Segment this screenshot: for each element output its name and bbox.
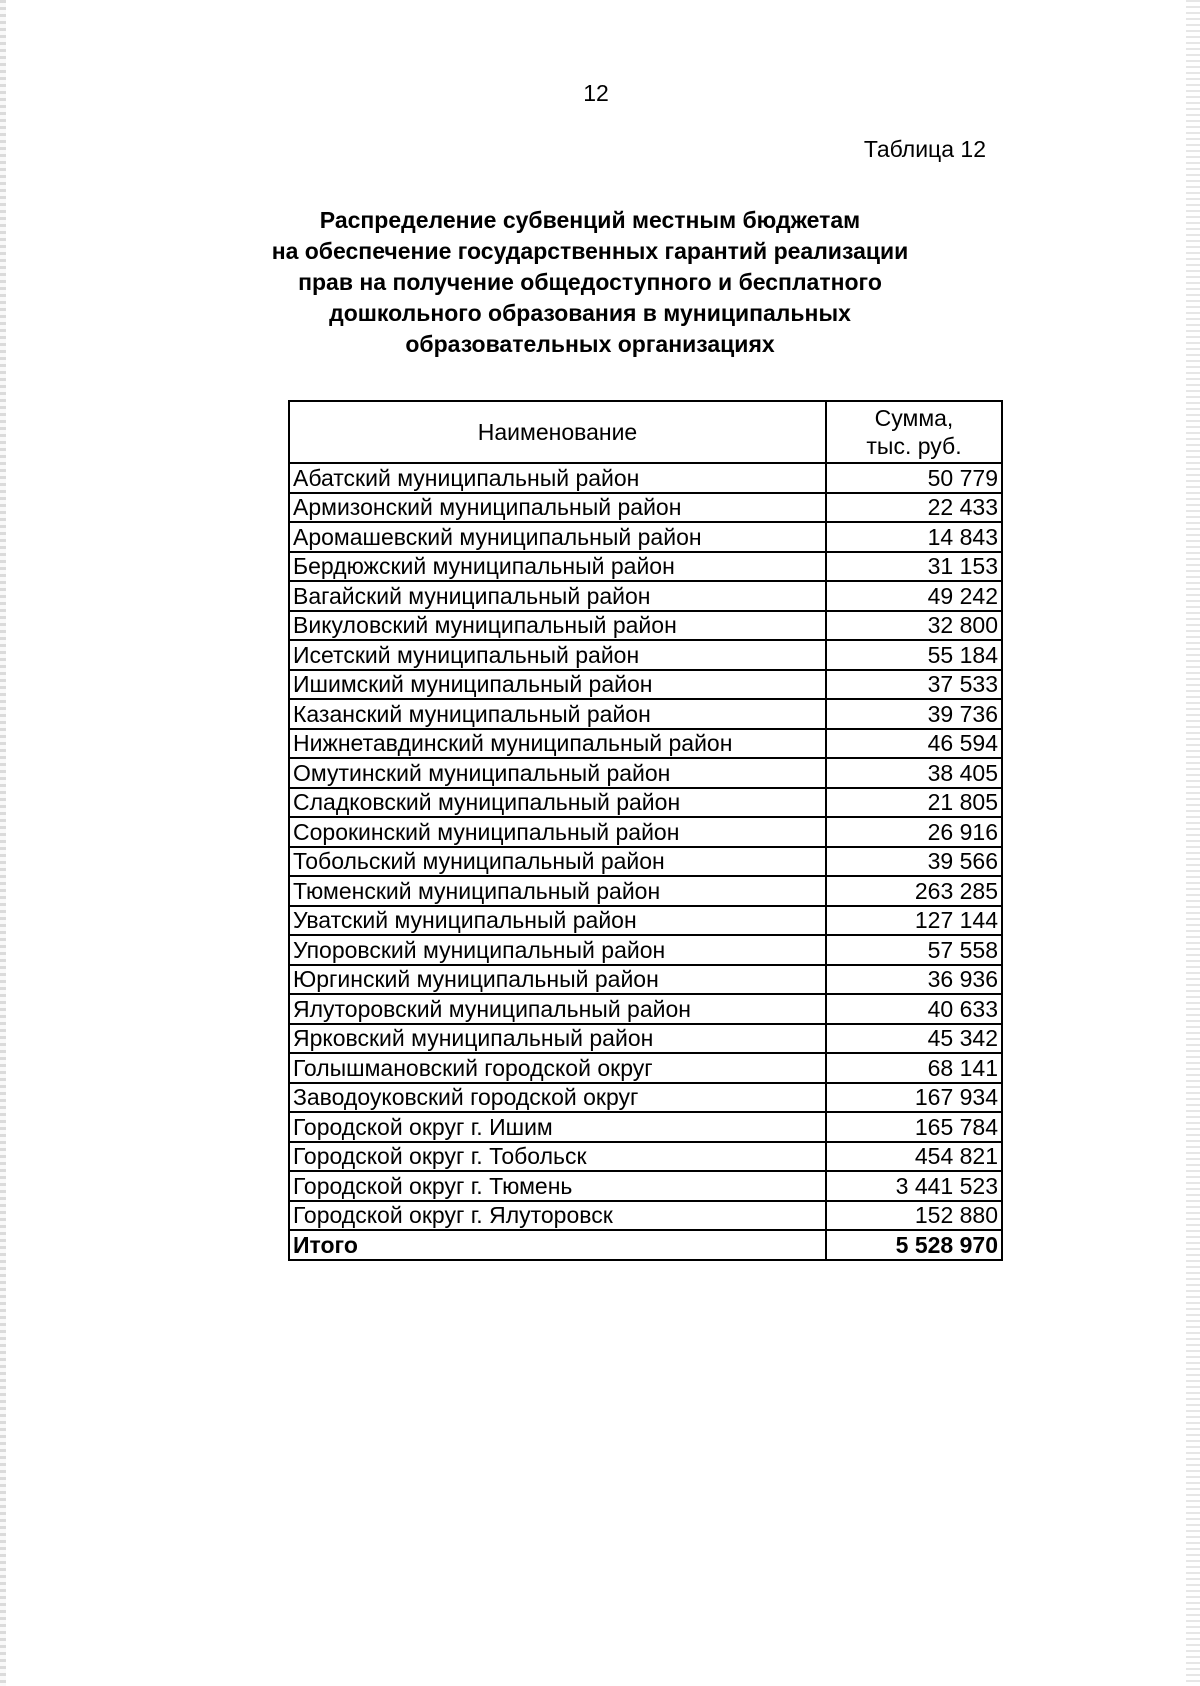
row-name: Городской округ г. Ялуторовск [289,1201,826,1231]
table-row [289,1053,1002,1083]
row-name: Нижнетавдинский муниципальный район [289,729,826,759]
row-sum: 39 566 [826,847,1002,877]
row-sum: 3 441 523 [826,1171,1002,1201]
table-row [289,640,1002,670]
row-sum: 32 800 [826,611,1002,641]
subvention-table [288,400,1003,1261]
table-label: Таблица 12 [863,136,986,162]
table-row [289,847,1002,877]
page-number: 12 [583,80,609,106]
table-row [289,817,1002,847]
row-sum: 263 285 [826,876,1002,906]
row-name: Тюменский муниципальный район [289,876,826,906]
row-name: Голышмановский городской округ [289,1053,826,1083]
row-name: Тобольский муниципальный район [289,847,826,877]
row-sum: 21 805 [826,788,1002,818]
row-name: Городской округ г. Ишим [289,1112,826,1142]
row-name: Ишимский муниципальный район [289,670,826,700]
row-sum: 50 779 [826,463,1002,493]
row-name: Городской округ г. Тобольск [289,1142,826,1172]
row-name: Сладковский муниципальный район [289,788,826,818]
row-name: Заводоуковский городской округ [289,1083,826,1113]
row-name: Сорокинский муниципальный район [289,817,826,847]
total-label: Итого [289,1230,826,1260]
row-name: Уватский муниципальный район [289,906,826,936]
row-sum: 22 433 [826,493,1002,523]
table-row [289,758,1002,788]
row-sum: 49 242 [826,581,1002,611]
table-row [289,729,1002,759]
row-name: Аромашевский муниципальный район [289,522,826,552]
table-row [289,1024,1002,1054]
scan-edge-right [1186,0,1200,1686]
row-name: Казанский муниципальный район [289,699,826,729]
row-sum: 127 144 [826,906,1002,936]
total-sum: 5 528 970 [826,1230,1002,1260]
table-row [289,935,1002,965]
table-row [289,994,1002,1024]
row-name: Бердюжский муниципальный район [289,552,826,582]
row-sum: 37 533 [826,670,1002,700]
table-row [289,611,1002,641]
row-name: Юргинский муниципальный район [289,965,826,995]
scan-edge-left [0,0,6,1686]
title-line: Распределение субвенций местным бюджетам [319,207,861,233]
row-name: Упоровский муниципальный район [289,935,826,965]
table-header-row [289,401,1002,463]
table-row [289,699,1002,729]
row-sum: 57 558 [826,935,1002,965]
table-row [289,670,1002,700]
title-line: прав на получение общедоступного и бесплатного [298,269,882,295]
row-name: Ялуторовский муниципальный район [289,994,826,1024]
row-sum: 31 153 [826,552,1002,582]
row-name: Исетский муниципальный район [289,640,826,670]
header-name: Наименование [289,401,826,463]
title-line: дошкольного образования в муниципальных [329,300,851,326]
row-sum: 45 342 [826,1024,1002,1054]
row-sum: 46 594 [826,729,1002,759]
row-sum: 26 916 [826,817,1002,847]
table-row [289,1083,1002,1113]
title-line: образовательных организациях [405,331,775,357]
row-name: Абатский муниципальный район [289,463,826,493]
row-sum: 152 880 [826,1201,1002,1231]
row-sum: 39 736 [826,699,1002,729]
row-sum: 454 821 [826,1142,1002,1172]
row-sum: 68 141 [826,1053,1002,1083]
table-row [289,581,1002,611]
table-row [289,1142,1002,1172]
row-name: Армизонский муниципальный район [289,493,826,523]
table-row [289,906,1002,936]
table-row [289,1112,1002,1142]
title-line: на обеспечение государственных гарантий реализации [271,238,909,264]
table-row [289,493,1002,523]
table-row [289,522,1002,552]
row-sum: 165 784 [826,1112,1002,1142]
table-row [289,876,1002,906]
row-sum: 14 843 [826,522,1002,552]
row-name: Ярковский муниципальный район [289,1024,826,1054]
row-name: Вагайский муниципальный район [289,581,826,611]
table-row [289,463,1002,493]
row-sum: 36 936 [826,965,1002,995]
row-name: Омутинский муниципальный район [289,758,826,788]
row-sum: 167 934 [826,1083,1002,1113]
table-row [289,552,1002,582]
header-sum [826,401,1002,463]
total-row [289,1230,1002,1260]
header-sum-line2: тыс. руб. [866,433,962,459]
row-sum: 55 184 [826,640,1002,670]
row-sum: 40 633 [826,994,1002,1024]
table-row [289,1171,1002,1201]
row-sum: 38 405 [826,758,1002,788]
document-title [190,205,990,360]
header-sum-line1: Сумма, [874,405,954,431]
table-row [289,788,1002,818]
table-body [289,463,1002,1230]
row-name: Городской округ г. Тюмень [289,1171,826,1201]
table-row [289,1201,1002,1231]
table-row [289,965,1002,995]
row-name: Викуловский муниципальный район [289,611,826,641]
